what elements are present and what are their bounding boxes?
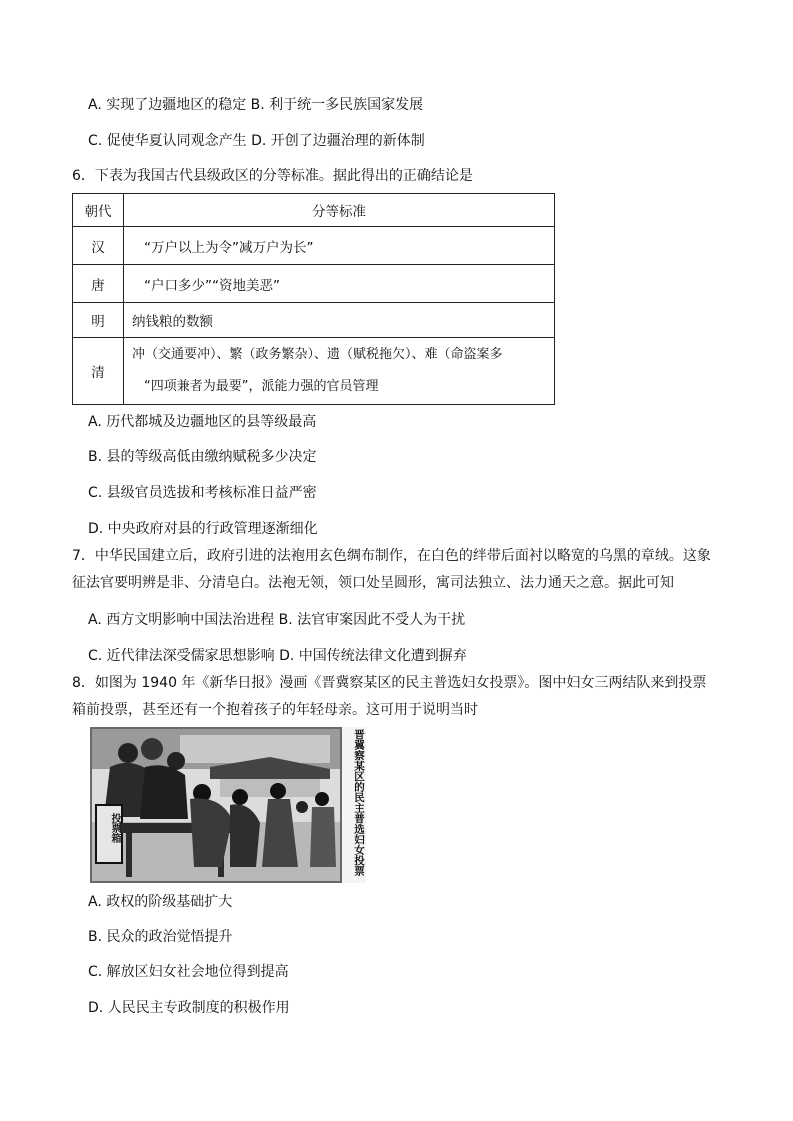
q5-option-ab: A. 实现了边疆地区的稳定 B. 利于统一多民族国家发展 bbox=[88, 97, 424, 113]
q7-option-ab: A. 西方文明影响中国法治进程 B. 法官审案因此不受人为干扰 bbox=[88, 612, 466, 628]
q6-option-d: D. 中央政府对县的行政管理逐渐细化 bbox=[88, 521, 318, 537]
row-standard-line1: 冲（交通要冲）、繁（政务繁杂）、遗（赋税拖欠）、难（命盗案多 bbox=[132, 347, 503, 362]
row-dynasty: 明 bbox=[73, 303, 124, 338]
row-dynasty: 汉 bbox=[73, 227, 124, 265]
cartoon-box-label: 投票箱 bbox=[109, 813, 120, 843]
q7-stem-line2: 征法官要明辨是非、分清皂白。法袍无领，领口处呈圆形，寓司法独立、法力通天之意。据此可知 bbox=[72, 575, 674, 591]
table-header-row bbox=[73, 194, 555, 227]
q7-stem-line1: 7．中华民国建立后，政府引进的法袍用玄色绸布制作，在白色的绊带后面衬以略宽的乌黑的章绒。这象 bbox=[72, 548, 711, 564]
cartoon-vertical-title: 晋冀察某区的民主普选妇女投票 bbox=[353, 729, 365, 876]
q8-stem-line1: 8．如图为 1940 年《新华日报》漫画《晋冀察某区的民主普选妇女投票》。图中妇女三两结队来到投票 bbox=[72, 675, 707, 691]
q6-option-a: A. 历代都城及边疆地区的县等级最高 bbox=[88, 414, 317, 430]
row-dynasty: 清 bbox=[73, 338, 124, 405]
row-standard-line2: “四项兼者为最要”，派能力强的官员管理 bbox=[144, 379, 379, 394]
q8-stem-line2: 箱前投票，甚至还有一个抱着孩子的年轻母亲。这可用于说明当时 bbox=[72, 702, 478, 718]
q8-option-b: B. 民众的政治觉悟提升 bbox=[88, 929, 233, 945]
q5-option-cd: C. 促使华夏认同观念产生 D. 开创了边疆治理的新体制 bbox=[88, 133, 425, 149]
women-voting-cartoon bbox=[90, 727, 366, 883]
q6-stem: 6．下表为我国古代县级政区的分等标准。据此得出的正确结论是 bbox=[72, 168, 473, 184]
q6-option-b: B. 县的等级高低由缴纳赋税多少决定 bbox=[88, 449, 317, 465]
q7-option-cd: C. 近代律法深受儒家思想影响 D. 中国传统法律文化遭到摒弃 bbox=[88, 648, 467, 664]
q8-option-a: A. 政权的阶级基础扩大 bbox=[88, 894, 233, 910]
county-grading-table bbox=[72, 193, 555, 405]
q6-option-c: C. 县级官员选拔和考核标准日益严密 bbox=[88, 485, 317, 501]
table-row bbox=[73, 265, 555, 303]
cartoon-illustration bbox=[90, 727, 366, 883]
row-dynasty: 唐 bbox=[73, 265, 124, 303]
table-row bbox=[73, 338, 555, 405]
row-standard: “户口多少”“资地美恶” bbox=[124, 265, 555, 303]
header-dynasty: 朝代 bbox=[73, 194, 124, 227]
table-row bbox=[73, 303, 555, 338]
q8-option-d: D. 人民民主专政制度的积极作用 bbox=[88, 1000, 290, 1016]
table-row bbox=[73, 227, 555, 265]
row-standard: 纳钱粮的数额 bbox=[124, 303, 555, 338]
q8-option-c: C. 解放区妇女社会地位得到提高 bbox=[88, 964, 289, 980]
row-standard bbox=[124, 338, 555, 405]
header-standard: 分等标准 bbox=[124, 194, 555, 227]
row-standard: “万户以上为令”减万户为长” bbox=[124, 227, 555, 265]
